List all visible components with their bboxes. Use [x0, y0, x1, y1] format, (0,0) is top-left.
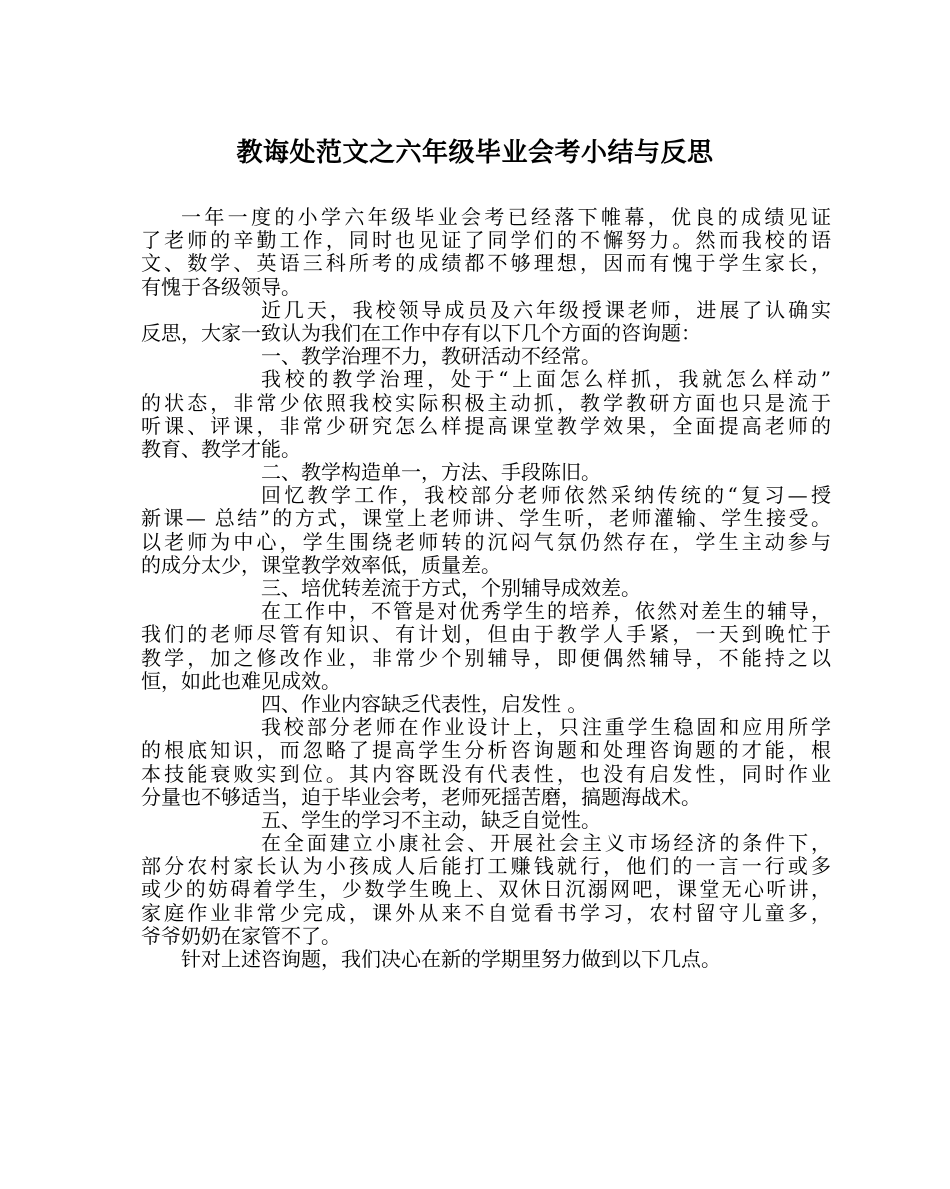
- paragraph-line: 近几天，我校领导成员及六年级授课老师，进展了认确实: [261, 297, 831, 322]
- paragraph-line: 分量也不够适当，迫于毕业会考，老师死揺苦磨，搞题海战术。: [141, 784, 701, 809]
- paragraph-line: 回忆教学工作，我校部分老师依然采纳传统的“复习—授: [261, 483, 831, 508]
- paragraph-line: 在工作中，不管是对优秀学生的培养，依然对差生的辅导，: [261, 599, 831, 624]
- paragraph-line: 听课、评课，非常少研究怎么样提高课堂教学效果，全面提高老师的: [141, 413, 831, 438]
- paragraph-line: 我们的老师尽管有知识、有计划，但由于教学人手紧，一天到晚忙于: [141, 622, 831, 647]
- document-title: 教诲处范文之六年级毕业会考小结与反思: [236, 138, 714, 168]
- paragraph-line: 爷爷奶奶在家管不了。: [141, 923, 341, 948]
- paragraph-line: 或少的妨碍着学生，少数学生晚上、双休日沉溺网吧，课堂无心听讲，: [141, 877, 831, 902]
- section-heading: 一、教学治理不力，教研活动不经常。: [261, 344, 601, 369]
- paragraph-line: 我校部分老师在作业设计上，只注重学生稳固和应用所学: [261, 715, 831, 740]
- paragraph-line: 教学，加之修改作业，非常少个别辅导，即便偶然辅导，不能持之以: [141, 645, 831, 670]
- paragraph-line: 在全面建立小康社会、开展社会主义市场经济的条件下，: [261, 831, 831, 856]
- paragraph-line: 一年一度的小学六年级毕业会考已经落下帷幕，优良的成绩见证: [181, 205, 831, 229]
- paragraph-line: 以老师为中心，学生围绕老师转的沉闷气氛仍然存在，学生主动参与: [141, 529, 831, 554]
- paragraph-line: 教育、教学才能。: [141, 436, 301, 461]
- document-body: [141, 206, 831, 971]
- section-heading: 五、学生的学习不主动，缺乏自觉性。: [261, 807, 601, 832]
- section-heading: 三、培优转差流于方式，个别辅导成效差。: [261, 576, 641, 600]
- paragraph-line: 针对上述咨询题，我们决心在新的学期里努力做到以下几点。: [181, 947, 721, 971]
- paragraph-line: 我校的教学治理，处于“上面怎么样抓，我就怎么样动”: [261, 367, 831, 392]
- section-heading: 二、教学构造单一，方法、手段陈旧。: [261, 460, 601, 485]
- paragraph-line: 的根底知识，而忽略了提高学生分析咨询题和处理咨询题的才能，根: [141, 738, 831, 763]
- paragraph-line: 文、数学、英语三科所考的成绩都不够理想，因而有愧于学生家长，: [141, 251, 831, 276]
- paragraph-line: 恒，如此也难见成效。: [141, 668, 341, 693]
- paragraph-line: 的成分太少，课堂教学效率低，质量差。: [141, 552, 501, 577]
- section-heading: 四、作业内容缺乏代表性，启发性 。: [261, 691, 588, 716]
- paragraph-line: 部分农村家长认为小孩成人后能打工赚钱就行，他们的一言一行或多: [141, 854, 831, 879]
- paragraph-line: 家庭作业非常少完成，课外从来不自觉看书学习，农村留守儿童多，: [141, 900, 831, 925]
- paragraph-line: 的状态，非常少依照我校实际积极主动抓，教学教研方面也只是流于: [141, 390, 831, 415]
- paragraph-line: 新课— 总结”的方式，课堂上老师讲、学生听，老师灌输、学生接受。: [141, 506, 831, 531]
- paragraph-line: 反思，大家一致认为我们在工作中存有以下几个方面的咨询题：: [141, 320, 701, 345]
- paragraph-line: 本技能衰败实到位。其内容既没有代表性，也没有启发性，同时作业: [141, 761, 831, 786]
- paragraph-line: 有愧于各级领导。: [141, 274, 301, 299]
- paragraph-line: 了老师的辛勤工作，同时也见证了同学们的不懈努力。然而我校的语: [141, 228, 831, 253]
